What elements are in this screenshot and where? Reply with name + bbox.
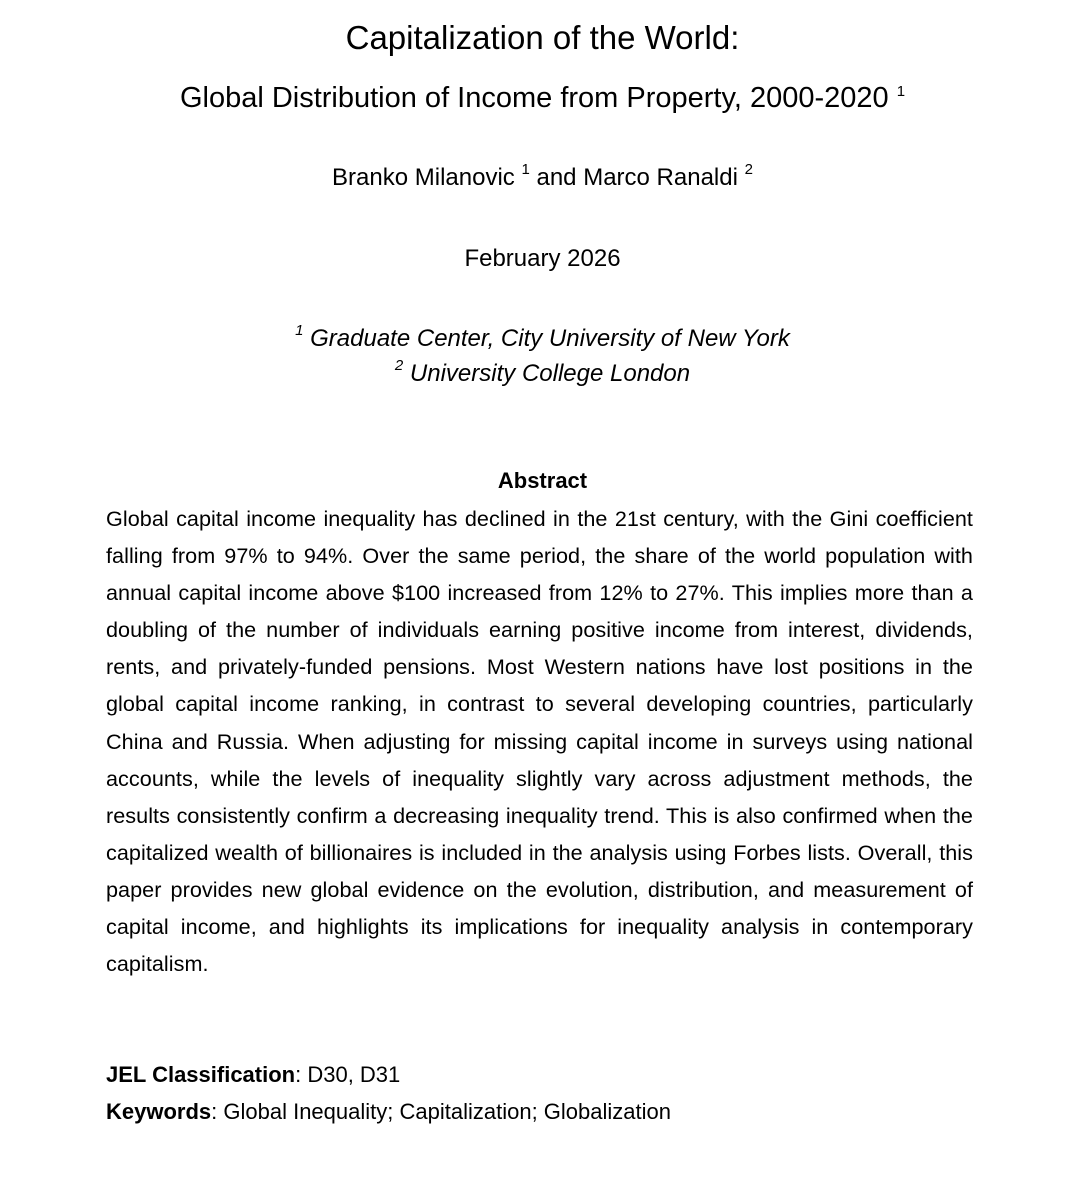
- author-2-affiliation-marker: 2: [744, 161, 753, 178]
- affiliation-2-marker: 2: [394, 357, 404, 374]
- abstract-heading: Abstract: [497, 468, 588, 493]
- affiliation-1-marker: 1: [295, 322, 304, 339]
- abstract-text: Global capital income inequality has declined in the 21st century, with the Gini coefficient falling from 97% to 94%. Over the same period, the share of the world population with annual capital income above $100 increased from 12% to 27%. This implies more than a doubling of the number of individuals earning positive income from interest, dividends, rents, and privately-funded pensions. Most Western nations have lost positions in the global capital income ranking, in contrast to several developing countries, particularly China and Russia. When adjusting for missing capital income in surveys using national accounts, while the levels of inequality slightly vary across adjustment methods, the results consistently confirm a decreasing inequality trend. This is also confirmed when the capitalized wealth of billionaires is included in the analysis using Forbes lists. Overall, this paper provides new global evidence on the evolution, distribution, and measurement of capital income, and highlights its implications for inequality analysis in contemporary capitalism.: [106, 506, 973, 977]
- author-connector: and: [536, 164, 577, 191]
- jel-label: JEL Classification: [106, 1062, 296, 1087]
- affiliation-1: [0, 321, 1085, 357]
- author-line: [0, 160, 1085, 196]
- author-name-2: Marco Ranaldi: [583, 164, 738, 191]
- paper-subtitle: [0, 78, 1085, 118]
- affiliation-2: [0, 356, 1085, 392]
- publication-date: February 2026: [464, 245, 621, 272]
- paper-title: Capitalization of the World:: [345, 19, 740, 56]
- keywords-label: Keywords: [106, 1099, 212, 1124]
- author-name-1: Branko Milanovic: [332, 164, 515, 191]
- jel-value: : D30, D31: [295, 1062, 401, 1087]
- subtitle-footnote-marker: 1: [896, 83, 906, 100]
- keywords-line: [106, 1095, 671, 1129]
- author-1-affiliation-marker: 1: [521, 161, 530, 178]
- keywords-value: : Global Inequality; Capitalization; Globalization: [211, 1099, 671, 1124]
- jel-classification: [106, 1058, 400, 1092]
- affiliation-1-name: Graduate Center, City University of New York: [310, 325, 790, 352]
- subtitle-text: Global Distribution of Income from Property, 2000-2020: [179, 82, 889, 114]
- affiliation-2-name: University College London: [409, 360, 691, 387]
